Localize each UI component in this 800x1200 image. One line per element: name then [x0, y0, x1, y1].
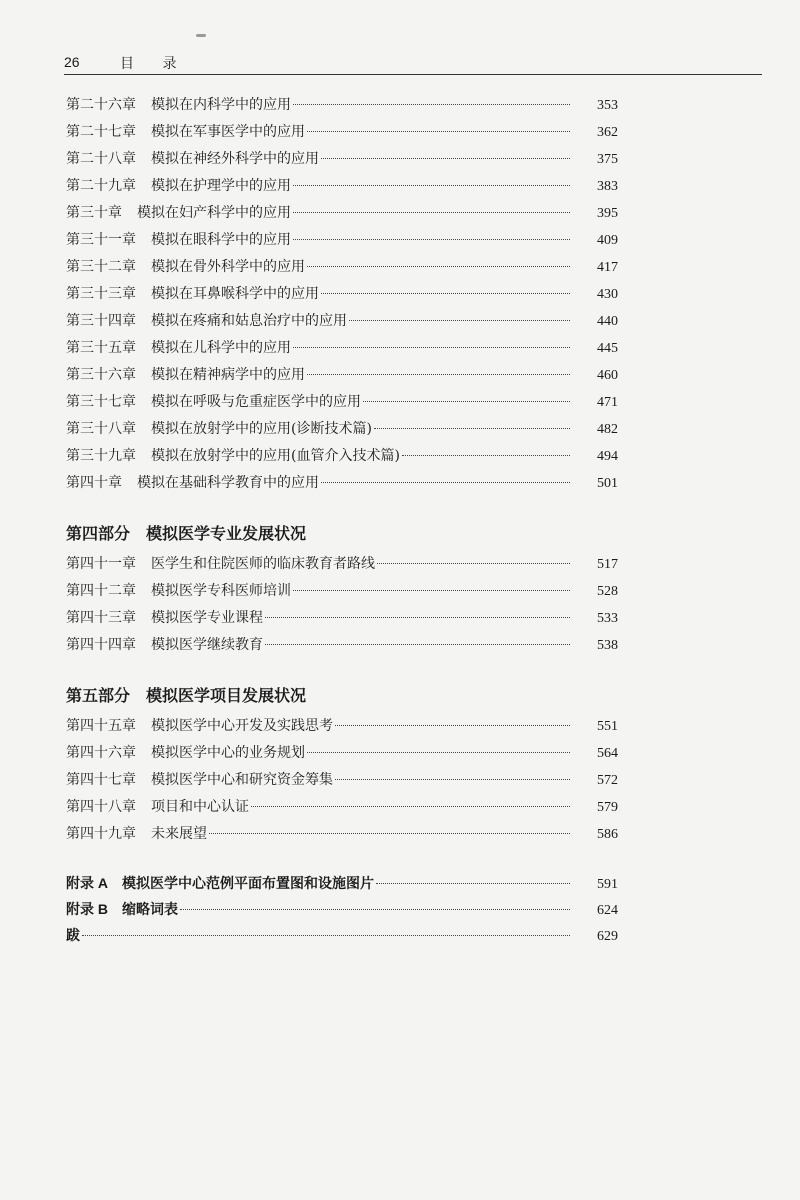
entry-page: 395 [597, 206, 618, 221]
dot-leader [265, 617, 570, 618]
entry-page: 482 [597, 422, 618, 437]
dot-leader [209, 833, 570, 834]
toc-entry [66, 200, 618, 227]
entry-title: 模拟在眼科学中的应用 [151, 232, 291, 248]
dot-leader [363, 401, 570, 402]
entry-page: 579 [597, 800, 618, 815]
entry-number: 第三十三章 [66, 286, 136, 302]
scan-mark [196, 34, 206, 37]
dot-leader [265, 644, 570, 645]
dot-leader [307, 752, 570, 753]
entry-page: 362 [597, 125, 618, 140]
dot-leader [293, 590, 570, 591]
toc-entry [66, 389, 618, 416]
toc-entry [66, 821, 618, 848]
entry-number: 第四十五章 [66, 718, 136, 734]
entry-page: 430 [597, 287, 618, 302]
dot-leader [307, 131, 570, 132]
entry-number: 第三十七章 [66, 394, 136, 410]
entry-title: 跋 [66, 927, 80, 943]
entry-page: 517 [597, 557, 618, 572]
entry-page: 353 [597, 98, 618, 113]
entry-title: 模拟在呼吸与危重症医学中的应用 [151, 394, 361, 410]
part-number: 第四部分 [66, 524, 131, 543]
dot-leader [293, 185, 570, 186]
entry-number: 第三十八章 [66, 421, 136, 437]
entry-title: 项目和中心认证 [151, 799, 249, 815]
toc-entry [66, 767, 618, 794]
dot-leader [402, 455, 570, 456]
entry-number: 第四十三章 [66, 610, 136, 626]
entry-page: 375 [597, 152, 618, 167]
entry-number: 第三十章 [66, 205, 122, 221]
toc-entry [66, 470, 618, 497]
toc-entry [66, 281, 618, 308]
toc-entry [66, 416, 618, 443]
entry-page: 471 [597, 395, 618, 410]
entry-number: 第二十六章 [66, 97, 136, 113]
entry-title: 模拟在基础科学教育中的应用 [137, 475, 319, 491]
toc-entry [66, 308, 618, 335]
toc-entry [66, 146, 618, 173]
appendix-list [66, 870, 618, 948]
entry-page: 528 [597, 584, 618, 599]
part-title: 模拟医学项目发展状况 [146, 686, 307, 705]
table-of-contents [66, 92, 618, 948]
dot-leader [293, 212, 570, 213]
entry-title: 模拟在神经外科学中的应用 [151, 151, 319, 167]
entry-page: 538 [597, 638, 618, 653]
toc-entry [66, 605, 618, 632]
entry-title: 模拟在放射学中的应用(血管介入技术篇) [151, 448, 400, 464]
part5-chapter-list [66, 713, 618, 848]
entry-page: 624 [597, 903, 618, 918]
toc-entry [66, 896, 618, 922]
dot-leader [321, 293, 570, 294]
header-title: 目 录 [120, 56, 189, 72]
dot-leader [307, 374, 570, 375]
entry-number: 第二十九章 [66, 178, 136, 194]
entry-title: 模拟医学中心范例平面布置图和设施图片 [122, 875, 374, 891]
entry-page: 409 [597, 233, 618, 248]
dot-leader [376, 883, 570, 884]
entry-number: 第三十四章 [66, 313, 136, 329]
toc-entry [66, 922, 618, 948]
entry-title: 模拟在疼痛和姑息治疗中的应用 [151, 313, 347, 329]
entry-number: 第四十六章 [66, 745, 136, 761]
entry-title: 缩略词表 [122, 901, 178, 917]
entry-title: 模拟医学中心开发及实践思考 [151, 718, 333, 734]
part-heading-5 [66, 681, 618, 711]
dot-leader [377, 563, 570, 564]
toc-entry [66, 794, 618, 821]
entry-title: 模拟在放射学中的应用(诊断技术篇) [151, 421, 372, 437]
entry-title: 医学生和住院医师的临床教育者路线 [151, 556, 375, 572]
entry-number: 第三十九章 [66, 448, 136, 464]
entry-number: 第四十一章 [66, 556, 136, 572]
dot-leader [251, 806, 570, 807]
header-page-number: 26 [64, 54, 80, 70]
entry-page: 629 [597, 929, 618, 944]
entry-number: 第四十二章 [66, 583, 136, 599]
entry-title: 模拟在内科学中的应用 [151, 97, 291, 113]
toc-entry [66, 740, 618, 767]
toc-entry [66, 578, 618, 605]
entry-title: 模拟在护理学中的应用 [151, 178, 291, 194]
dot-leader [180, 909, 570, 910]
entry-number: 附录 B [66, 901, 108, 917]
dot-leader [374, 428, 570, 429]
entry-page: 591 [597, 877, 618, 892]
entry-number: 第三十二章 [66, 259, 136, 275]
entry-number: 第四十九章 [66, 826, 136, 842]
toc-entry [66, 443, 618, 470]
entry-title: 模拟医学中心和研究资金筹集 [151, 772, 333, 788]
entry-number: 第二十八章 [66, 151, 136, 167]
toc-entry [66, 173, 618, 200]
dot-leader [349, 320, 570, 321]
entry-page: 383 [597, 179, 618, 194]
entry-title: 模拟在妇产科学中的应用 [137, 205, 291, 221]
entry-title: 未来展望 [151, 826, 207, 842]
entry-page: 501 [597, 476, 618, 491]
toc-entry [66, 227, 618, 254]
entry-number: 附录 A [66, 875, 108, 891]
entry-number: 第四十章 [66, 475, 122, 491]
part-number: 第五部分 [66, 686, 131, 705]
entry-page: 551 [597, 719, 618, 734]
dot-leader [293, 347, 570, 348]
entry-title: 模拟在军事医学中的应用 [151, 124, 305, 140]
toc-entry [66, 551, 618, 578]
toc-entry [66, 92, 618, 119]
entry-number: 第四十四章 [66, 637, 136, 653]
entry-page: 460 [597, 368, 618, 383]
entry-page: 564 [597, 746, 618, 761]
toc-entry [66, 254, 618, 281]
entry-title: 模拟医学专科医师培训 [151, 583, 291, 599]
entry-page: 533 [597, 611, 618, 626]
entry-number: 第三十五章 [66, 340, 136, 356]
entry-title: 模拟在骨外科学中的应用 [151, 259, 305, 275]
entry-number: 第三十六章 [66, 367, 136, 383]
dot-leader [321, 482, 570, 483]
entry-title: 模拟医学专业课程 [151, 610, 263, 626]
entry-page: 586 [597, 827, 618, 842]
entry-page: 572 [597, 773, 618, 788]
running-header [64, 52, 762, 75]
entry-title: 模拟在儿科学中的应用 [151, 340, 291, 356]
part-title: 模拟医学专业发展状况 [146, 524, 307, 543]
dot-leader [293, 104, 570, 105]
toc-entry [66, 362, 618, 389]
dot-leader [335, 725, 570, 726]
toc-entry [66, 632, 618, 659]
toc-entry [66, 713, 618, 740]
chapter-list [66, 92, 618, 497]
dot-leader [335, 779, 570, 780]
dot-leader [307, 266, 570, 267]
entry-number: 第二十七章 [66, 124, 136, 140]
entry-page: 440 [597, 314, 618, 329]
toc-entry [66, 870, 618, 896]
toc-entry [66, 119, 618, 146]
entry-title: 模拟在精神病学中的应用 [151, 367, 305, 383]
entry-number: 第四十七章 [66, 772, 136, 788]
dot-leader [321, 158, 570, 159]
entry-page: 445 [597, 341, 618, 356]
entry-page: 494 [597, 449, 618, 464]
entry-page: 417 [597, 260, 618, 275]
dot-leader [293, 239, 570, 240]
entry-number: 第三十一章 [66, 232, 136, 248]
dot-leader [82, 935, 570, 936]
entry-title: 模拟医学继续教育 [151, 637, 263, 653]
part4-chapter-list [66, 551, 618, 659]
toc-entry [66, 335, 618, 362]
entry-title: 模拟在耳鼻喉科学中的应用 [151, 286, 319, 302]
entry-number: 第四十八章 [66, 799, 136, 815]
part-heading-4 [66, 519, 618, 549]
entry-title: 模拟医学中心的业务规划 [151, 745, 305, 761]
